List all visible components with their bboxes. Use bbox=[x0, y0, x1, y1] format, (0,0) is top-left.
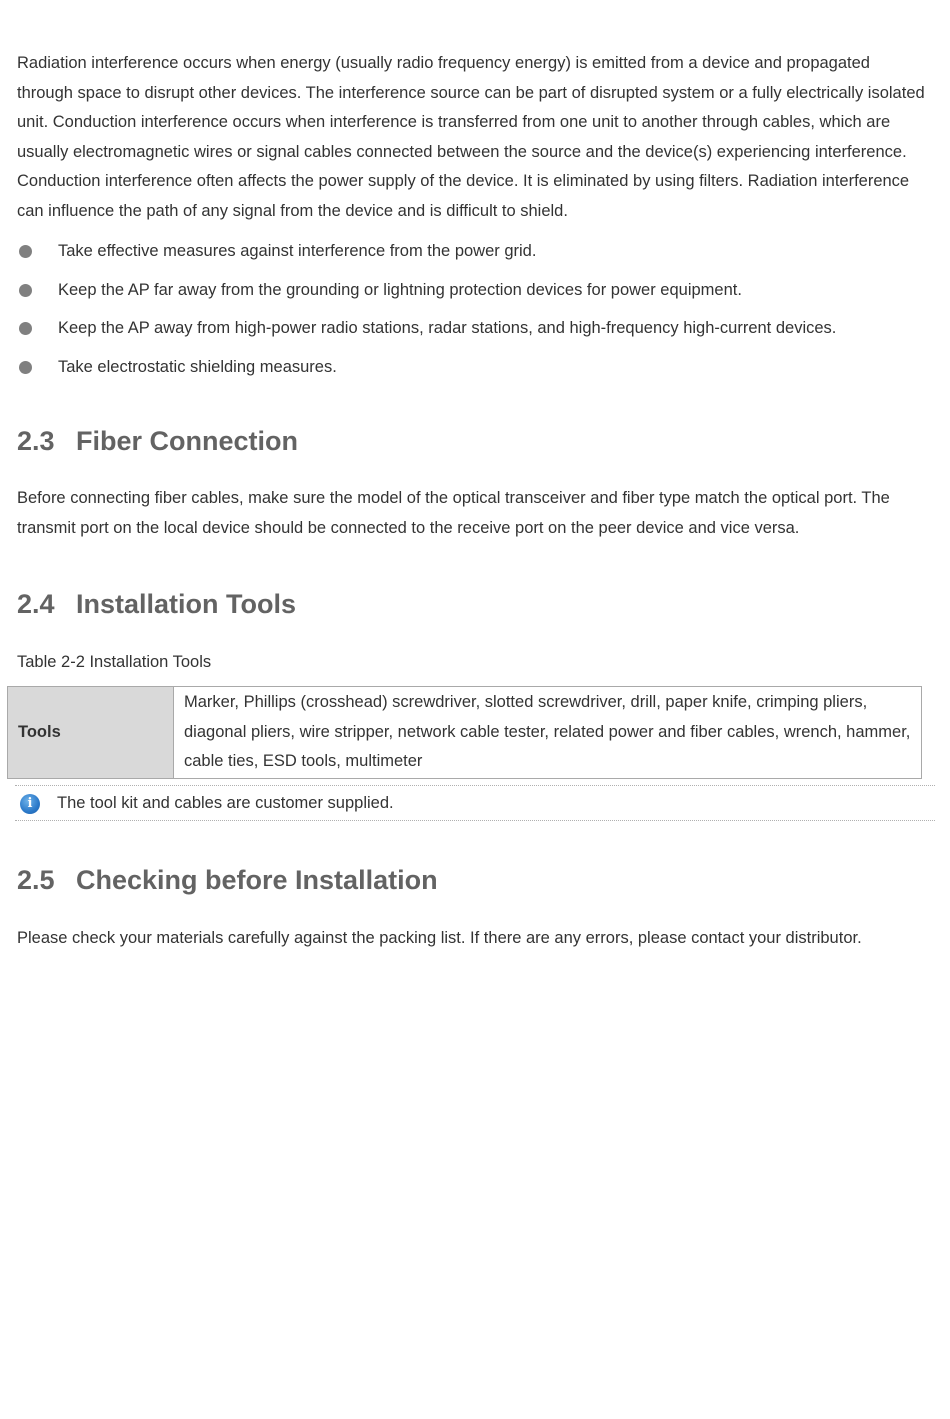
info-icon: i bbox=[20, 794, 40, 814]
note-box bbox=[15, 785, 935, 821]
section-heading-fiber-connection bbox=[17, 424, 298, 458]
checking-paragraph: Please check your materials carefully against the packing list. If there are any errors, please contact your distributor. bbox=[17, 929, 862, 947]
section-number: 2.4 bbox=[17, 589, 55, 619]
table-header-cell: Tools bbox=[8, 687, 174, 779]
installation-tools-table bbox=[7, 686, 922, 779]
list-item bbox=[17, 353, 927, 392]
section-number: 2.5 bbox=[17, 865, 55, 895]
section-title: Fiber Connection bbox=[76, 426, 298, 456]
bullet-icon bbox=[19, 284, 32, 297]
bullet-icon bbox=[19, 322, 32, 335]
table-row bbox=[8, 687, 922, 779]
interference-measures-list bbox=[17, 237, 927, 391]
section-number: 2.3 bbox=[17, 426, 55, 456]
list-item-text: Keep the AP away from high-power radio stations, radar stations, and high-frequency high-current devices. bbox=[58, 319, 837, 337]
list-item-text: Take effective measures against interference from the power grid. bbox=[58, 242, 537, 260]
bullet-icon bbox=[19, 361, 32, 374]
intro-paragraph: Radiation interference occurs when energy (usually radio frequency energy) is emitted from a device and propagated through space to disrupt other devices. The interference source can be part of disrupted system or a fully electrically isolated unit. Conduction interference occurs when interference is transferred from one unit to another through cables, which are usually electromagnetic wires or signal cables connected between the source and the device(s) experiencing interference. Conduction interference often affects the power supply of the device. It is eliminated by using filters. Radiation interference can influence the path of any signal from the device and is difficult to shield. bbox=[17, 54, 925, 220]
list-item bbox=[17, 276, 927, 315]
list-item-text: Keep the AP far away from the grounding or lightning protection devices for power equipment. bbox=[58, 280, 742, 299]
section-title: Installation Tools bbox=[76, 589, 297, 619]
section-heading-checking-before-installation bbox=[17, 863, 438, 897]
list-item-text: Take electrostatic shielding measures. bbox=[58, 357, 337, 376]
note-text: The tool kit and cables are customer supplied. bbox=[57, 794, 394, 812]
list-item bbox=[17, 237, 927, 276]
section-title: Checking before Installation bbox=[76, 865, 438, 895]
table-value-cell: Marker, Phillips (crosshead) screwdriver, slotted screwdriver, drill, paper knife, crimping pliers, diagonal pliers, wire stripper, network cable tester, related power and fiber cables, wrench, hammer, cable ties, ESD tools, multimeter bbox=[174, 687, 922, 779]
section-heading-installation-tools bbox=[17, 587, 296, 621]
table-caption: Table 2-2 Installation Tools bbox=[17, 653, 212, 671]
list-item bbox=[17, 314, 927, 353]
bullet-icon bbox=[19, 245, 32, 258]
fiber-connection-paragraph: Before connecting fiber cables, make sure the model of the optical transceiver and fiber type match the optical port. The transmit port on the local device should be connected to the receive port on the peer device and vice versa. bbox=[17, 489, 890, 537]
